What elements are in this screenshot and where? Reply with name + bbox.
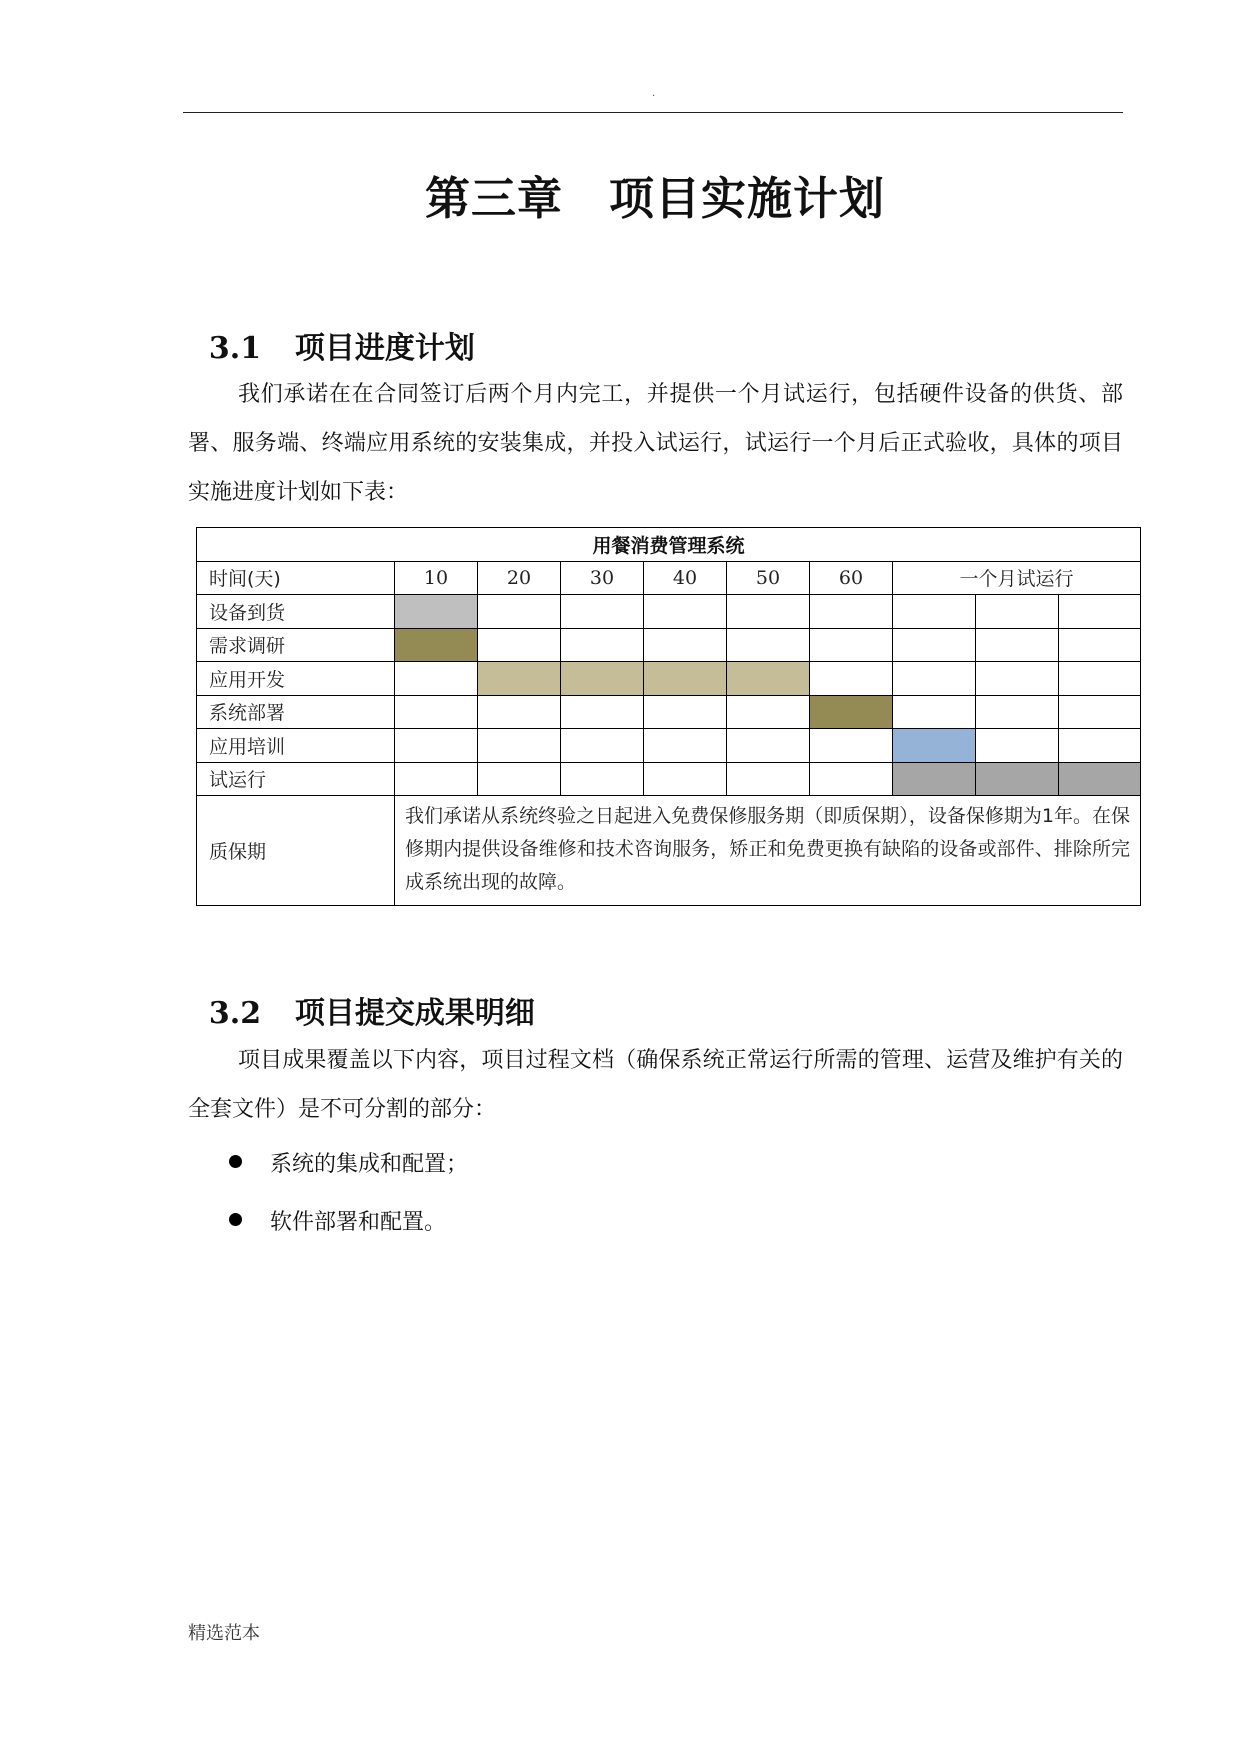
task-label: 需求调研 [197, 628, 395, 662]
schedule-empty-cell [1059, 628, 1141, 662]
schedule-paragraph: 我们承诺在在合同签订后两个月内完工，并提供一个月试运行，包括硬件设备的供货、部署、服务端、终端应用系统的安装集成，并投入试运行，试运行一个月后正式验收，具体的项目实施进度计划如下表： [188, 382, 1123, 505]
warranty-label: 质保期 [197, 796, 395, 906]
schedule-empty-cell [810, 595, 893, 629]
schedule-bar-cell [976, 762, 1059, 796]
day-column-60: 60 [810, 561, 893, 595]
deliverables-paragraph: 项目成果覆盖以下内容，项目过程文档（确保系统正常运行所需的管理、运营及维护有关的全套文件）是不可分割的部分： [188, 1048, 1123, 1122]
warranty-text: 我们承诺从系统终验之日起进入免费保修服务期（即质保期），设备保修期为1年。在保修期内提供设备维修和技术咨询服务，矫正和免费更换有缺陷的设备或部件、排除所完成系统出现的故障。 [395, 796, 1141, 906]
schedule-empty-cell [810, 762, 893, 796]
header-rule [183, 112, 1123, 113]
schedule-empty-cell [644, 628, 727, 662]
table-row [197, 628, 1141, 662]
schedule-bar-cell [561, 662, 644, 696]
section-title: 项目提交成果明细 [294, 996, 535, 1031]
schedule-empty-cell [395, 762, 478, 796]
schedule-empty-cell [644, 729, 727, 763]
time-label: 时间(天) [197, 561, 395, 595]
section-heading-3-1 [188, 288, 475, 367]
day-column-30: 30 [561, 561, 644, 595]
task-label: 设备到货 [197, 595, 395, 629]
schedule-empty-cell [893, 628, 976, 662]
schedule-bar-cell [1059, 762, 1141, 796]
schedule-empty-cell [893, 695, 976, 729]
schedule-empty-cell [478, 762, 561, 796]
schedule-empty-cell [976, 729, 1059, 763]
schedule-empty-cell [976, 662, 1059, 696]
bullet-icon [229, 1213, 242, 1226]
schedule-empty-cell [810, 628, 893, 662]
schedule-empty-cell [561, 762, 644, 796]
day-column-40: 40 [644, 561, 727, 595]
trial-month-header: 一个月试运行 [893, 561, 1141, 595]
schedule-bar-cell [395, 628, 478, 662]
list-item-text: 软件部署和配置。 [270, 1210, 447, 1235]
chapter-title: 第三章 项目实施计划 [424, 172, 885, 225]
list-item [229, 1149, 468, 1181]
warranty-row [197, 796, 1141, 906]
table-row [197, 762, 1141, 796]
section-number: 3.2 [208, 996, 262, 1031]
section-number: 3.1 [208, 331, 262, 366]
day-column-20: 20 [478, 561, 561, 595]
task-label: 试运行 [197, 762, 395, 796]
list-item-text: 系统的集成和配置； [270, 1152, 469, 1177]
task-label: 系统部署 [197, 695, 395, 729]
schedule-empty-cell [395, 695, 478, 729]
schedule-bar-cell [395, 595, 478, 629]
bullet-icon [229, 1155, 242, 1168]
schedule-bar-cell [727, 662, 810, 696]
section-heading-3-2 [188, 953, 535, 1032]
schedule-empty-cell [976, 595, 1059, 629]
schedule-empty-cell [727, 628, 810, 662]
schedule-empty-cell [478, 695, 561, 729]
schedule-empty-cell [1059, 662, 1141, 696]
schedule-bar-cell [644, 662, 727, 696]
schedule-empty-cell [478, 729, 561, 763]
task-label: 应用培训 [197, 729, 395, 763]
schedule-empty-cell [976, 695, 1059, 729]
schedule-empty-cell [644, 595, 727, 629]
table-row [197, 662, 1141, 696]
list-item [229, 1207, 446, 1239]
schedule-empty-cell [727, 595, 810, 629]
section-title: 项目进度计划 [294, 331, 475, 366]
schedule-empty-cell [395, 729, 478, 763]
schedule-empty-cell [727, 695, 810, 729]
schedule-empty-cell [1059, 695, 1141, 729]
schedule-empty-cell [478, 628, 561, 662]
schedule-empty-cell [976, 628, 1059, 662]
schedule-bar-cell [893, 729, 976, 763]
day-column-10: 10 [395, 561, 478, 595]
schedule-empty-cell [644, 762, 727, 796]
schedule-empty-cell [561, 695, 644, 729]
schedule-bar-cell [478, 662, 561, 696]
schedule-empty-cell [644, 695, 727, 729]
schedule-table [196, 527, 1141, 906]
table-row [197, 695, 1141, 729]
schedule-empty-cell [561, 628, 644, 662]
schedule-empty-cell [1059, 595, 1141, 629]
schedule-empty-cell [561, 729, 644, 763]
header-mark: . [652, 88, 656, 99]
schedule-empty-cell [727, 762, 810, 796]
schedule-empty-cell [727, 729, 810, 763]
schedule-bar-cell [893, 762, 976, 796]
schedule-empty-cell [561, 595, 644, 629]
schedule-bar-cell [810, 695, 893, 729]
footer-text: 精选范本 [188, 1623, 260, 1644]
schedule-empty-cell [1059, 729, 1141, 763]
schedule-empty-cell [395, 662, 478, 696]
schedule-empty-cell [893, 662, 976, 696]
table-title: 用餐消费管理系统 [197, 528, 1141, 562]
day-column-50: 50 [727, 561, 810, 595]
time-header-row [197, 561, 1141, 595]
table-row [197, 595, 1141, 629]
schedule-empty-cell [810, 729, 893, 763]
schedule-empty-cell [478, 595, 561, 629]
task-label: 应用开发 [197, 662, 395, 696]
schedule-empty-cell [893, 595, 976, 629]
table-title-row [197, 528, 1141, 562]
schedule-empty-cell [810, 662, 893, 696]
table-row [197, 729, 1141, 763]
